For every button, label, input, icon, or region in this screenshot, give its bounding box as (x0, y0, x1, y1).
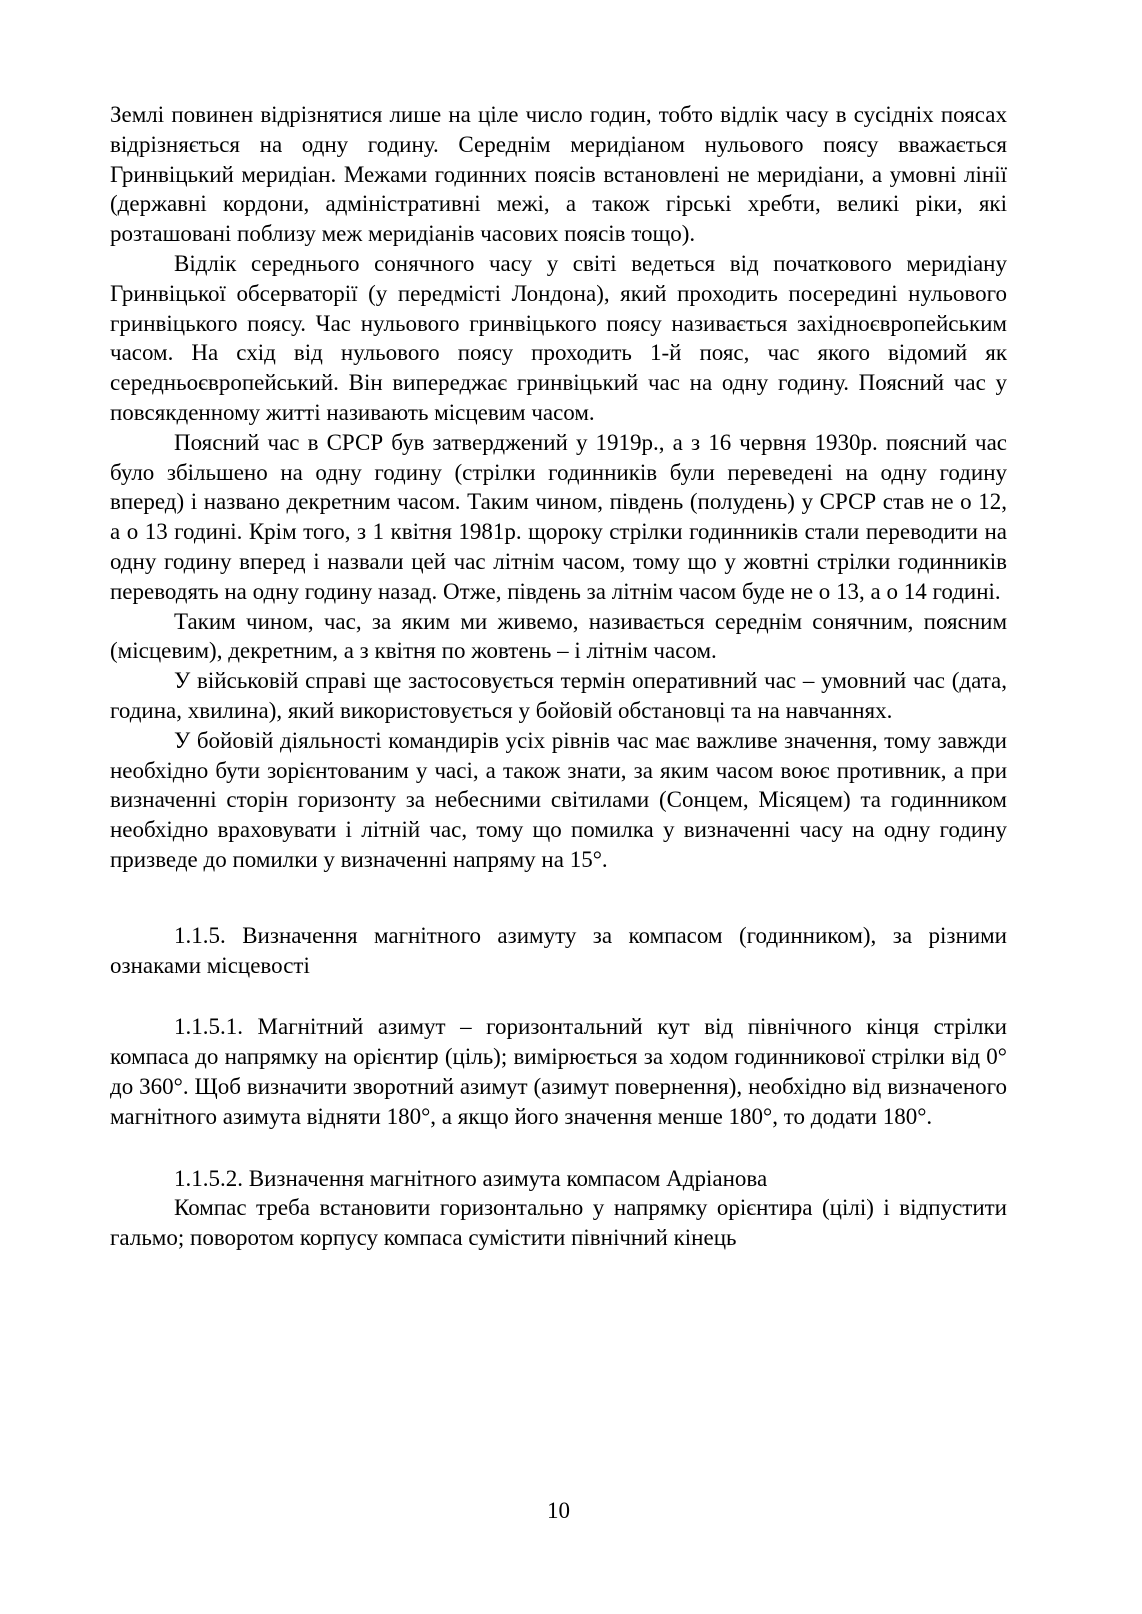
page-content (110, 100, 1007, 1253)
page-number: 10 (547, 1498, 570, 1524)
paragraph-adrianov-compass: Компас треба встановити горизонтально у напрямку орієнтира (цілі) і відпустити гальмо; поворотом корпусу компаса сумістити північний кінець (110, 1195, 1007, 1251)
paragraph-time-zones-continuation: Землі повинен відрізнятися лише на ціле число годин, тобто відлік часу в сусідніх поясах відрізняється на одну годину. Середнім меридіаном нульового поясу вважається Гринвіцький меридіан. Межами годинних поясів встановлені не меридіани, а умовні лінії (державні кордони, адміністративні межі, а також гірські хребти, великі ріки, які розташовані поблизу меж меридіанів часових поясів тощо). (110, 102, 1007, 247)
section-heading-1-1-5: 1.1.5. Визначення магнітного азимуту за компасом (годинником), за різними ознаками місцевості (110, 922, 1007, 978)
subsection-heading-1-1-5-2: 1.1.5.2. Визначення магнітного азимута компасом Адріанова (174, 1165, 768, 1191)
paragraph-commanders-time-importance: У бойовій діяльності командирів усіх рівнів час має важливе значення, тому завжди необхідно бути зорієнтованим у часі, а також знати, за яким часом воює противник, а при визначенні сторін горизонту за небесними світилами (Сонцем, Місяцем) та годинником необхідно враховувати і літній час, тому що помилка у визначенні часу на одну годину призведе до помилки у визначенні напряму на 15°. (110, 727, 1007, 872)
paragraph-greenwich-meridian: Відлік середнього сонячного часу у світі ведеться від початкового меридіану Гринвіцької обсерваторії (у передмісті Лондона), який проходить посередині нульового гринвіцького поясу. Час нульового гринвіцького поясу називається західноєвропейським часом. На схід від нульового поясу проходить 1-й пояс, час якого відомий як середньоєвропейський. Він випереджає гринвіцький час на одну годину. Поясний час у повсякденному житті називають місцевим часом. (110, 250, 1007, 425)
paragraph-decree-time: Поясний час в СРСР був затверджений у 1919р., а з 16 червня 1930р. поясний час було збільшено на одну годину (стрілки годинників були переведені на одну годину вперед) і названо декретним часом. Таким чином, південь (полудень) у СРСР став не о 12, а о 13 годині. Крім того, з 1 квітня 1981р. щороку стрілки годинників стали переводити на одну годину вперед і назвали цей час літнім часом, тому що у жовтні стрілки годинників переводять на одну годину назад. Отже, південь за літнім часом буде не о 13, а о 14 годині. (110, 429, 1007, 604)
paragraph-time-types-summary: Таким чином, час, за яким ми живемо, називається середнім сонячним, поясним (місцевим), декретним, а з квітня по жовтень – і літнім часом. (110, 608, 1007, 664)
paragraph-magnetic-azimuth-definition: 1.1.5.1. Магнітний азимут – горизонтальний кут від північного кінця стрілки компаса до напрямку на орієнтир (ціль); вимірюється за ходом годинникової стрілки від 0° до 360°. Щоб визначити зворотний азимут (азимут повернення), необхідно від визначеного магнітного азимута відняти 180°, а якщо його значення менше 180°, то додати 180°. (110, 1014, 1007, 1129)
paragraph-operational-time: У військовій справі ще застосовується термін оперативний час – умовний час (дата, година, хвилина), який використовується у бойовій обстановці та на навчаннях. (110, 668, 1007, 723)
